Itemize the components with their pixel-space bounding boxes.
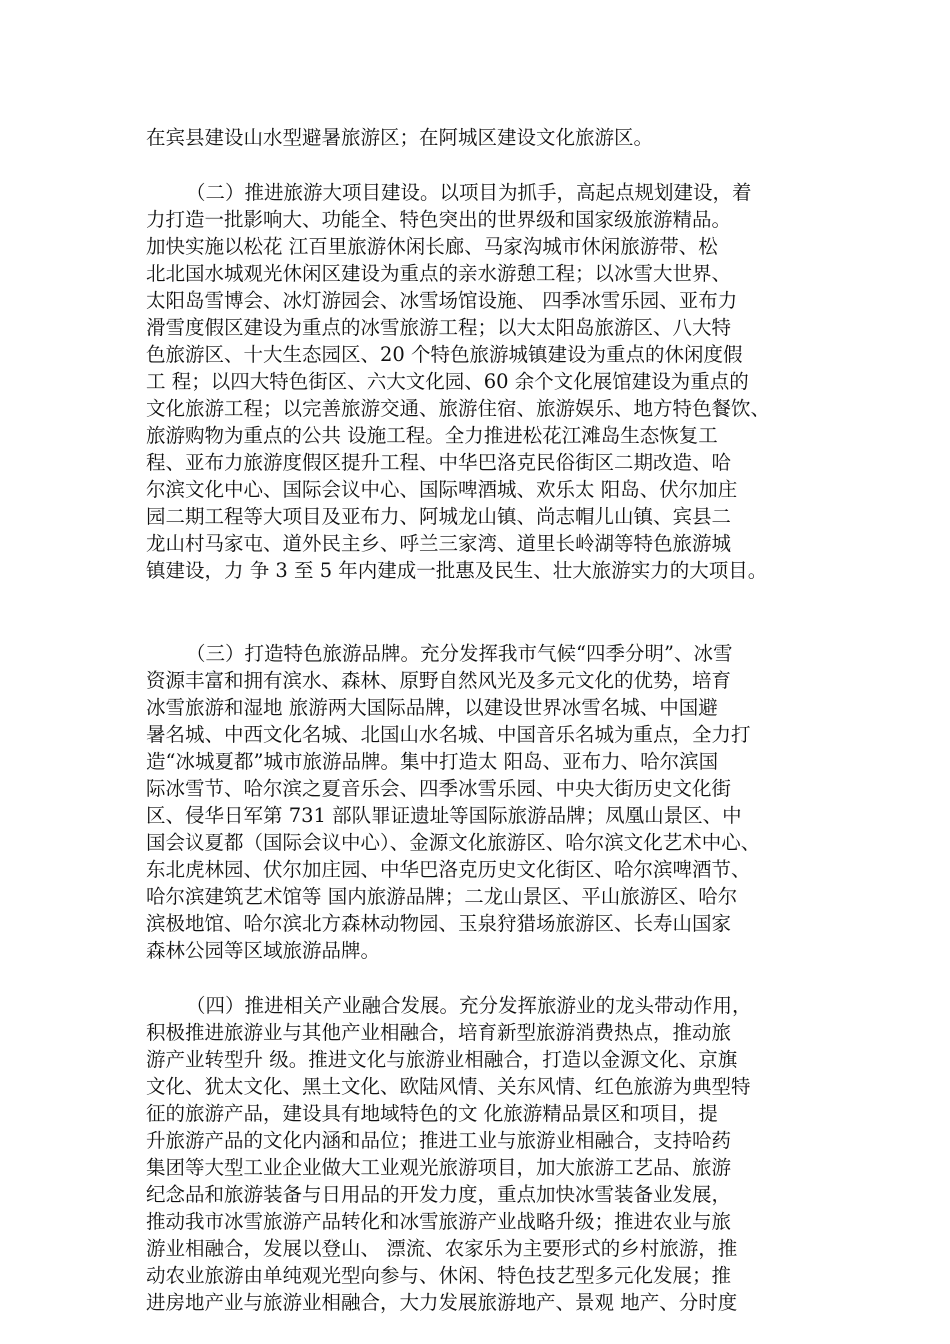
text-line: 加快实施以松花 江百里旅游休闲长廊、马家沟城市休闲旅游带、松 (146, 235, 718, 258)
text-line: 游产业转型升 级。推进文化与旅游业相融合，打造以金源文化、京旗 (146, 1048, 738, 1071)
text-line: 龙山村马家屯、道外民主乡、呼兰三家湾、道里长岭湖等特色旅游城 (146, 532, 732, 555)
text-line: 积极推进旅游业与其他产业相融合，培育新型旅游消费热点，推动旅 (146, 1021, 732, 1044)
text-line: 工 程；以四大特色街区、六大文化园、60 余个文化展馆建设为重点的 (146, 370, 749, 393)
text-line: 造“冰城夏都”城市旅游品牌。集中打造太 阳岛、亚布力、哈尔滨国 (146, 750, 719, 773)
text-line: 集团等大型工业企业做大工业观光旅游项目，加大旅游工艺品、旅游 (146, 1156, 732, 1179)
text-line: 际冰雪节、哈尔滨之夏音乐会、四季冰雪乐园、中央大街历史文化街 (146, 777, 732, 800)
text-line: 游业相融合，发展以登山、 漂流、农家乐为主要形式的乡村旅游，推 (146, 1237, 738, 1260)
text-line: 镇建设，力 争 3 至 5 年内建成一批惠及民生、壮大旅游实力的大项目。 (146, 559, 768, 582)
text-line: 征的旅游产品，建设具有地域特色的文 化旅游精品景区和项目，提 (146, 1102, 718, 1125)
text-line: 推动我市冰雪旅游产品转化和冰雪旅游产业战略升级；推进农业与旅 (146, 1210, 732, 1233)
text-line: 升旅游产品的文化内涵和品位；推进工业与旅游业相融合，支持哈药 (146, 1129, 732, 1152)
paragraph-3-first-line: （三）打造特色旅游品牌。充分发挥我市气候“四季分明”、冰雪 (186, 642, 733, 665)
text-line: 区、侵华日军第 731 部队罪证遗址等国际旅游品牌；凤凰山景区、中 (146, 804, 742, 827)
text-line: 滨极地馆、哈尔滨北方森林动物园、玉泉狩猎场旅游区、长寿山国家 (146, 912, 732, 935)
text-line: 纪念品和旅游装备与日用品的开发力度，重点加快冰雪装备业发展， (146, 1183, 732, 1206)
text-line: 动农业旅游由单纯观光型向参与、休闲、特色技艺型多元化发展；推 (146, 1264, 732, 1287)
text-line: 森林公园等区域旅游品牌。 (146, 939, 381, 962)
text-line: 在宾县建设山水型避暑旅游区；在阿城区建设文化旅游区。 (146, 126, 654, 149)
text-line: 程、亚布力旅游度假区提升工程、中华巴洛克民俗街区二期改造、哈 (146, 451, 732, 474)
text-line: 国会议夏都（国际会议中心）、金源文化旅游区、哈尔滨文化艺术中心、 (146, 831, 761, 854)
text-line: 进房地产业与旅游业相融合，大力发展旅游地产、景观 地产、分时度 (146, 1291, 738, 1314)
text-line: 滑雪度假区建设为重点的冰雪旅游工程；以大太阳岛旅游区、八大特 (146, 316, 732, 339)
paragraph-4-first-line: （四）推进相关产业融合发展。充分发挥旅游业的龙头带动作用， (186, 994, 752, 1017)
text-line: 园二期工程等大项目及亚布力、阿城龙山镇、尚志帽儿山镇、宾县二 (146, 505, 732, 528)
text-line: 哈尔滨建筑艺术馆等 国内旅游品牌；二龙山景区、平山旅游区、哈尔 (146, 885, 738, 908)
text-line: 色旅游区、十大生态园区、20 个特色旅游城镇建设为重点的休闲度假 (146, 343, 743, 366)
text-line: 旅游购物为重点的公共 设施工程。全力推进松花江滩岛生态恢复工 (146, 424, 718, 447)
text-line: 资源丰富和拥有滨水、森林、原野自然风光及多元文化的优势，培育 (146, 669, 732, 692)
text-line: 力打造一批影响大、功能全、特色突出的世界级和国家级旅游精品。 (146, 208, 732, 231)
text-line: 冰雪旅游和湿地 旅游两大国际品牌，以建设世界冰雪名城、中国避 (146, 696, 718, 719)
text-line: 东北虎林园、伏尔加庄园、中华巴洛克历史文化街区、哈尔滨啤酒节、 (146, 858, 751, 881)
text-line: 尔滨文化中心、国际会议中心、国际啤酒城、欢乐太 阳岛、伏尔加庄 (146, 478, 738, 501)
text-line: 暑名城、中西文化名城、北国山水名城、中国音乐名城为重点，全力打 (146, 723, 751, 746)
paragraph-2-first-line: （二）推进旅游大项目建设。以项目为抓手，高起点规划建设，着 (186, 181, 752, 204)
text-line: 文化、犹太文化、黑土文化、欧陆风情、关东风情、红色旅游为典型特 (146, 1075, 751, 1098)
text-line: 太阳岛雪博会、冰灯游园会、冰雪场馆设施、 四季冰雪乐园、亚布力 (146, 289, 738, 312)
text-line: 文化旅游工程；以完善旅游交通、旅游住宿、旅游娱乐、地方特色餐饮、 (146, 397, 771, 420)
text-line: 北北国水城观光休闲区建设为重点的亲水游憩工程；以冰雪大世界、 (146, 262, 732, 285)
